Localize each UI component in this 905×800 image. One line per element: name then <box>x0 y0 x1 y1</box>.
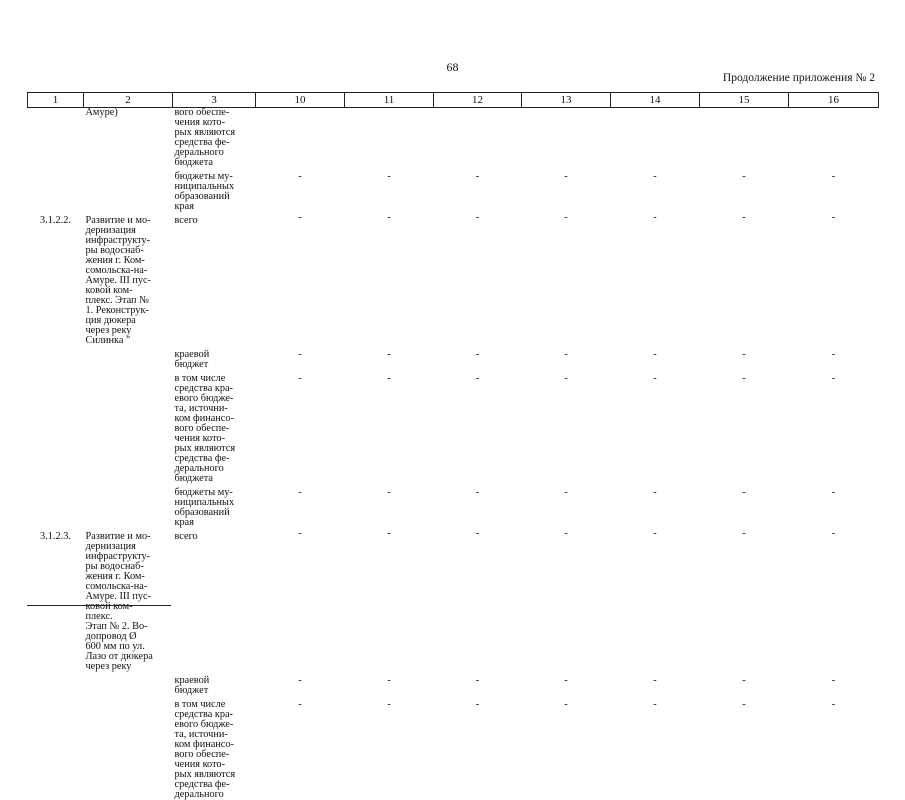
table-body <box>28 108 879 800</box>
row-value-cell: - <box>345 528 434 672</box>
row-source-cell: в том числе средства кра- евого бюдже- та, источни- ком финансо- вого обеспе- чения кото- рых являются средства фе- дерального <box>173 696 256 800</box>
page-number: 68 <box>0 60 905 75</box>
row-value-cell: - <box>700 696 789 800</box>
appendix-table <box>27 92 879 800</box>
row-value-cell: - <box>256 484 345 528</box>
row-value-cell: - <box>345 346 434 370</box>
row-value-cell <box>522 108 611 169</box>
column-header-16: 16 <box>789 93 879 108</box>
row-value-cell: - <box>256 528 345 672</box>
row-value-cell: - <box>434 346 522 370</box>
row-value-cell: - <box>611 346 700 370</box>
column-header-14: 14 <box>611 93 700 108</box>
row-value-cell: - <box>700 346 789 370</box>
row-source-cell: бюджеты му- ниципальных образований края <box>173 484 256 528</box>
row-value-cell: - <box>700 370 789 484</box>
table-row <box>28 108 879 169</box>
row-value-cell: - <box>434 484 522 528</box>
column-header-2: 2 <box>84 93 173 108</box>
row-code-cell <box>28 484 84 528</box>
row-value-cell: - <box>789 346 879 370</box>
row-value-cell: - <box>789 696 879 800</box>
table-header-row <box>28 93 879 108</box>
row-value-cell: - <box>345 212 434 346</box>
continuation-label: Продолжение приложения № 2 <box>723 72 875 84</box>
column-header-1: 1 <box>28 93 84 108</box>
table-row <box>28 212 879 346</box>
row-source-cell: вого обеспе- чения кото- рых являются средства фе- дерального бюджета <box>173 108 256 169</box>
row-value-cell: - <box>345 484 434 528</box>
row-value-cell: - <box>522 672 611 696</box>
row-code-cell: 3.1.2.2. <box>28 212 84 346</box>
row-name-cell: Амуре) <box>84 108 173 169</box>
row-source-cell: краевой бюджет <box>173 346 256 370</box>
row-name-cell <box>84 168 173 212</box>
row-value-cell: - <box>611 484 700 528</box>
row-value-cell: - <box>256 212 345 346</box>
column-header-3: 3 <box>173 93 256 108</box>
row-value-cell: - <box>611 696 700 800</box>
row-value-cell <box>434 108 522 169</box>
row-source-cell: краевой бюджет <box>173 672 256 696</box>
row-source-cell: всего <box>173 212 256 346</box>
row-value-cell: - <box>522 696 611 800</box>
row-value-cell: - <box>256 370 345 484</box>
row-code-cell <box>28 108 84 169</box>
column-header-11: 11 <box>345 93 434 108</box>
row-value-cell: - <box>256 168 345 212</box>
row-value-cell: - <box>345 672 434 696</box>
row-value-cell <box>256 108 345 169</box>
row-value-cell: - <box>256 672 345 696</box>
row-value-cell: - <box>789 212 879 346</box>
row-value-cell: - <box>522 484 611 528</box>
row-code-cell: 3.1.2.3. <box>28 528 84 672</box>
row-value-cell: - <box>611 672 700 696</box>
row-source-cell: всего <box>173 528 256 672</box>
column-header-10: 10 <box>256 93 345 108</box>
row-value-cell: - <box>700 672 789 696</box>
row-value-cell: - <box>434 528 522 672</box>
column-header-15: 15 <box>700 93 789 108</box>
row-value-cell: - <box>700 528 789 672</box>
row-value-cell <box>700 108 789 169</box>
row-name-cell <box>84 370 173 484</box>
row-value-cell: - <box>345 370 434 484</box>
row-name-cell: Развитие и мо- дернизация инфраструкту- ры водоснаб- жения г. Ком- сомольска-на- Амуре. III пус- ковой ком- плекс. Этап № 2. Во- допровод Ø 600 мм по ул. Лазо от дюкера через реку <box>84 528 173 672</box>
table-row <box>28 528 879 672</box>
row-value-cell: - <box>256 696 345 800</box>
row-value-cell: - <box>611 212 700 346</box>
row-value-cell: - <box>611 168 700 212</box>
row-value-cell: - <box>789 672 879 696</box>
row-value-cell <box>345 108 434 169</box>
bottom-rule <box>27 605 171 606</box>
row-value-cell: - <box>789 370 879 484</box>
row-value-cell: - <box>434 370 522 484</box>
row-value-cell: - <box>789 484 879 528</box>
row-value-cell: - <box>522 212 611 346</box>
table-row <box>28 484 879 528</box>
row-value-cell: - <box>434 672 522 696</box>
row-code-cell <box>28 672 84 696</box>
row-value-cell: - <box>345 696 434 800</box>
row-value-cell: - <box>700 484 789 528</box>
row-code-cell <box>28 696 84 800</box>
row-source-cell: в том числе средства кра- евого бюдже- та, источни- ком финансо- вого обеспе- чения кото- рых являются средства фе- дерального бюджета <box>173 370 256 484</box>
row-name-cell <box>84 672 173 696</box>
row-value-cell: - <box>522 168 611 212</box>
row-value-cell: - <box>256 346 345 370</box>
table-row <box>28 370 879 484</box>
row-code-cell <box>28 370 84 484</box>
row-name-cell <box>84 346 173 370</box>
row-code-cell <box>28 168 84 212</box>
row-source-cell: бюджеты му- ниципальных образований края <box>173 168 256 212</box>
row-value-cell: - <box>434 696 522 800</box>
row-value-cell <box>611 108 700 169</box>
row-value-cell: - <box>789 528 879 672</box>
row-code-cell <box>28 346 84 370</box>
column-header-12: 12 <box>434 93 522 108</box>
row-name-cell <box>84 696 173 800</box>
row-value-cell: - <box>522 346 611 370</box>
table-row <box>28 672 879 696</box>
row-value-cell: - <box>789 168 879 212</box>
row-value-cell <box>789 108 879 169</box>
row-value-cell: - <box>611 528 700 672</box>
table-row <box>28 696 879 800</box>
table-row <box>28 346 879 370</box>
row-value-cell: - <box>522 528 611 672</box>
row-value-cell: - <box>345 168 434 212</box>
row-value-cell: - <box>611 370 700 484</box>
row-value-cell: - <box>522 370 611 484</box>
row-value-cell: - <box>700 212 789 346</box>
row-name-cell: Развитие и мо- дернизация инфраструкту- ры водоснаб- жения г. Ком- сомольска-на- Амуре. III пус- ковой ком- плекс. Этап № 1. Реконструк- ция дюкера через реку Силинка " <box>84 212 173 346</box>
row-value-cell: - <box>700 168 789 212</box>
row-name-cell <box>84 484 173 528</box>
row-value-cell: - <box>434 168 522 212</box>
column-header-13: 13 <box>522 93 611 108</box>
table-row <box>28 168 879 212</box>
row-value-cell: - <box>434 212 522 346</box>
